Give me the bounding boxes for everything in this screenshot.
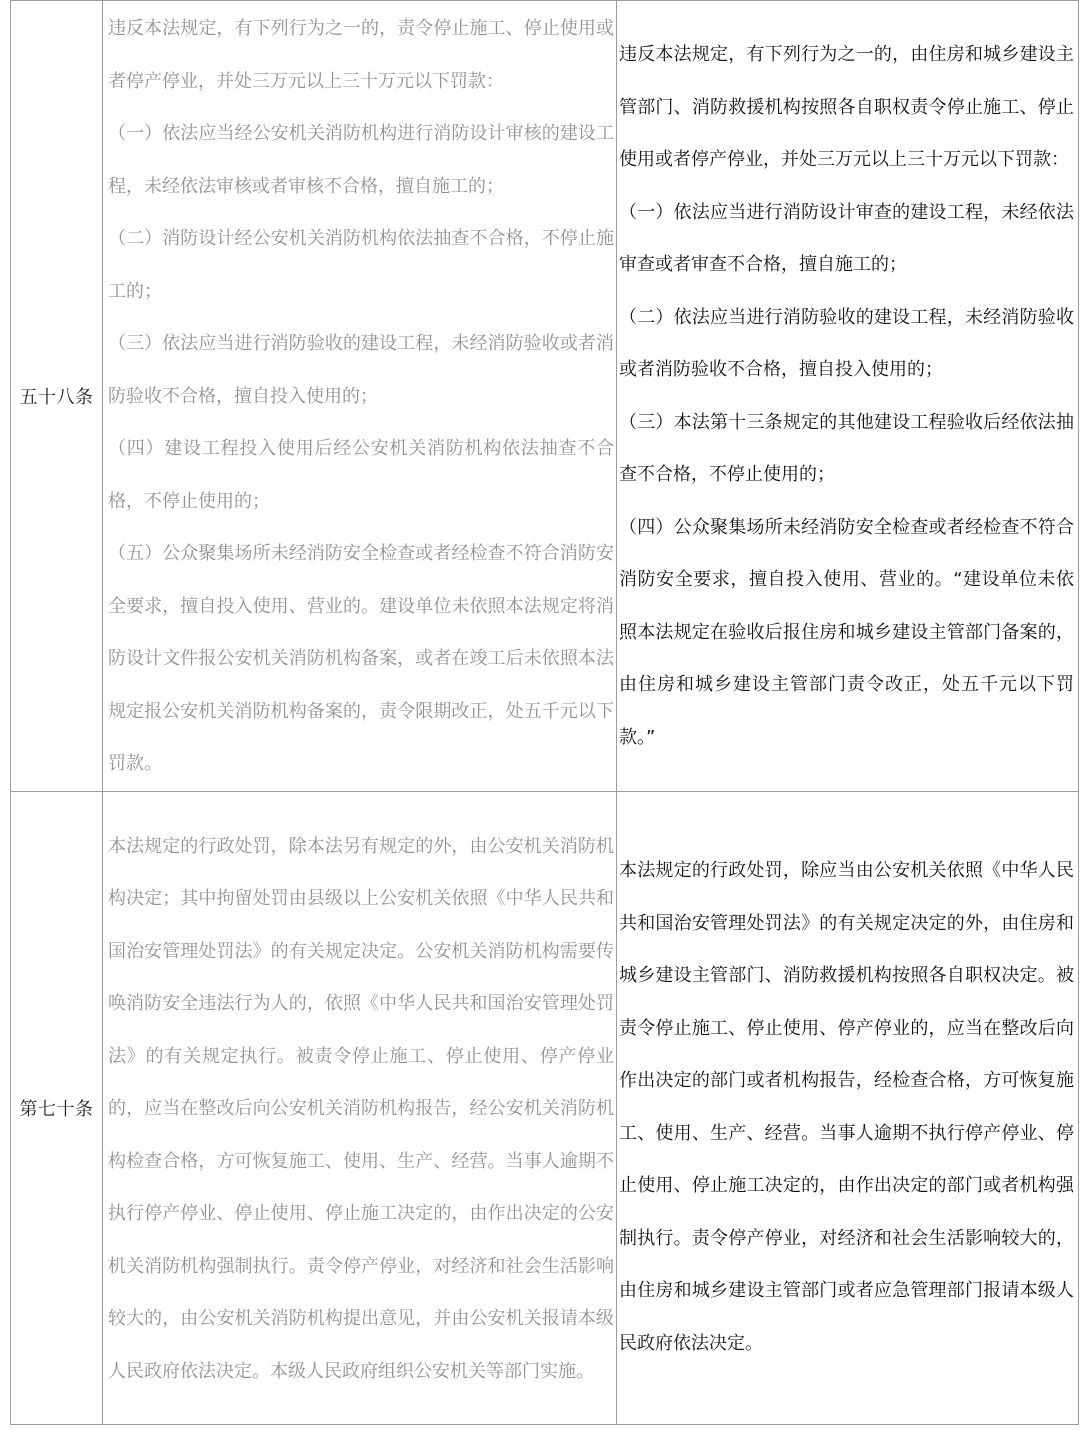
table-row-article-70: [11, 791, 1079, 1424]
old-paragraph: （四）建设工程投入使用后经公安机关消防机构依法抽查不合格，不停止使用的；: [108, 438, 614, 512]
article-label: 第七十条: [11, 791, 103, 1424]
new-text-cell: [617, 1, 1079, 792]
old-paragraph: （二）消防设计经公安机关消防机构依法抽查不合格，不停止施工的；: [108, 228, 614, 302]
old-text-cell: [103, 1, 617, 792]
new-paragraph: （一）依法应当进行消防设计审查的建设工程，未经依法审查或者审查不合格，擅自施工的；: [619, 201, 1074, 276]
old-paragraph: （五）公众聚集场所未经消防安全检查或者经检查不符合消防安全要求，擅自投入使用、营业的。建设单位未依照本法规定将消防设计文件报公安机关消防机构备案，或者在竣工后未依照本法规定报公安机关消防机构备案的，责令限期改正，处五千元以下罚款。: [108, 543, 614, 774]
comparison-table: [10, 0, 1079, 1425]
old-paragraph: （三）依法应当进行消防验收的建设工程，未经消防验收或者消防验收不合格，擅自投入使用的；: [108, 333, 614, 407]
old-paragraph: （一）依法应当经公安机关消防机构进行消防设计审核的建设工程，未经依法审核或者审核不合格，擅自施工的；: [108, 123, 614, 197]
article-label: 五十八条: [11, 1, 103, 792]
new-paragraph: （二）依法应当进行消防验收的建设工程，未经消防验收或者消防验收不合格，擅自投入使用的；: [619, 306, 1074, 381]
new-paragraph: （三）本法第十三条规定的其他建设工程验收后经依法抽查不合格，不停止使用的；: [619, 411, 1074, 486]
new-paragraph: 违反本法规定，有下列行为之一的，由住房和城乡建设主管部门、消防救援机构按照各自职权责令停止施工、停止使用或者停产停业，并处三万元以上三十万元以下罚款：: [619, 44, 1074, 171]
old-paragraph: 违反本法规定，有下列行为之一的，责令停止施工、停止使用或者停产停业，并处三万元以上三十万元以下罚款：: [108, 18, 614, 92]
old-text-cell: [103, 791, 617, 1424]
new-paragraph: 本法规定的行政处罚，除应当由公安机关依照《中华人民共和国治安管理处罚法》的有关规定决定的外，由住房和城乡建设主管部门、消防救援机构按照各自职权决定。被责令停止施工、停止使用、停产停业的，应当在整改后向作出决定的部门或者机构报告，经检查合格，方可恢复施工、使用、生产、经营。当事人逾期不执行停产停业、停止使用、停止施工决定的，由作出决定的部门或者机构强制执行。责令停产停业，对经济和社会生活影响较大的，由住房和城乡建设主管部门或者应急管理部门报请本级人民政府依法决定。: [619, 860, 1074, 1354]
new-text-cell: [617, 791, 1079, 1424]
new-paragraph: （四）公众聚集场所未经消防安全检查或者经检查不符合消防安全要求，擅自投入使用、营业的。“建设单位未依照本法规定在验收后报住房和城乡建设主管部门备案的，由住房和城乡建设主管部门责令改正，处五千元以下罚款。”: [619, 516, 1074, 748]
old-paragraph: 本法规定的行政处罚，除本法另有规定的外，由公安机关消防机构决定；其中拘留处罚由县级以上公安机关依照《中华人民共和国治安管理处罚法》的有关规定决定。公安机关消防机构需要传唤消防安全违法行为人的，依照《中华人民共和国治安管理处罚法》的有关规定执行。被责令停止施工、停止使用、停产停业的，应当在整改后向公安机关消防机构报告，经公安机关消防机构检查合格，方可恢复施工、使用、生产、经营。当事人逾期不执行停产停业、停止使用、停止施工决定的，由作出决定的公安机关消防机构强制执行。责令停产停业，对经济和社会生活影响较大的，由公安机关消防机构提出意见，并由公安机关报请本级人民政府依法决定。本级人民政府组织公安机关等部门实施。: [108, 835, 614, 1382]
table-row-article-58: [11, 1, 1079, 792]
